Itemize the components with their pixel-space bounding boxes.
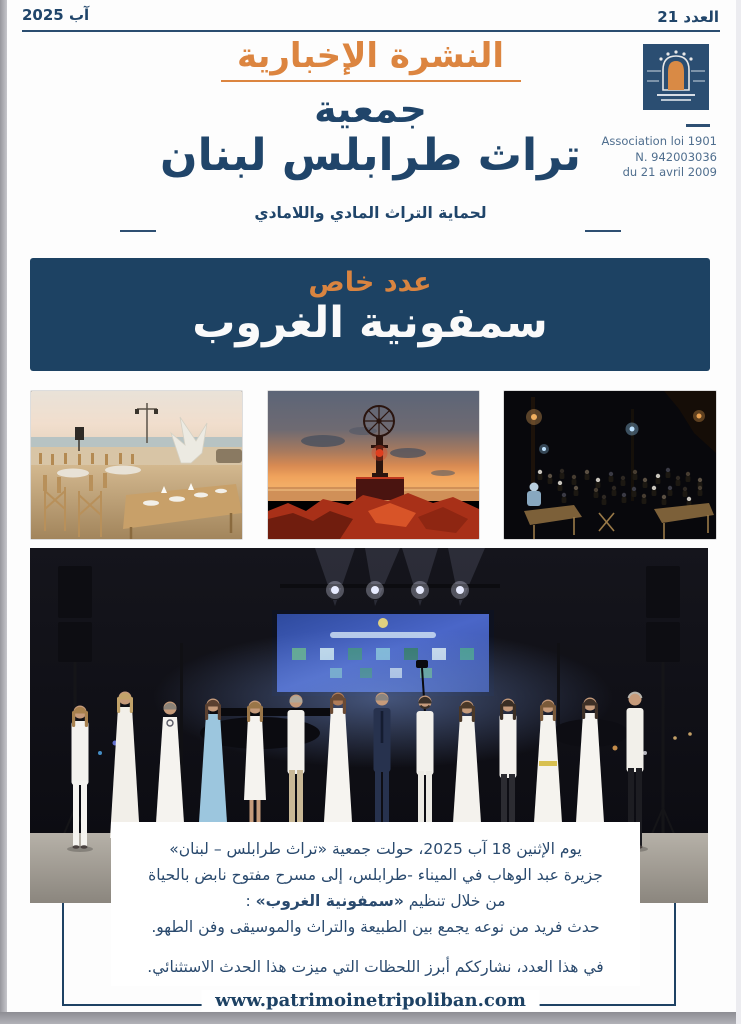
page-edge-bottom (0, 1012, 741, 1024)
org-name-line2: تراث طرابلس لبنان (160, 130, 581, 182)
article-line-1: يوم الإثنين 18 آب 2025، حولت جمعية «تراث طرابلس – لبنان» (169, 840, 582, 858)
issue-date: آب 2025 (22, 6, 90, 24)
special-issue-banner (30, 258, 710, 371)
banner-title: سمفونية الغروب (192, 298, 548, 349)
photo-night-audience (503, 390, 717, 540)
article-line-3-prefix: من خلال تنظيم (403, 892, 506, 911)
org-name-line1: جمعية (314, 86, 427, 131)
article-line-3-suffix: : (245, 892, 256, 911)
association-date: du 21 avril 2009 (622, 165, 717, 179)
association-law: Association loi 1901 (601, 134, 717, 148)
article-closing: في هذا العدد، نشارككم أبرز اللحظات التي ميزت هذا الحدث الاستثنائي. (147, 958, 604, 977)
logo-underline (686, 124, 710, 127)
header-rule (22, 30, 720, 32)
page-edge-right (736, 0, 741, 1024)
masthead (30, 36, 711, 222)
photo-lighthouse-sunset (267, 390, 480, 540)
org-tagline: لحماية التراث المادي واللامادي (254, 204, 487, 223)
newsletter-title: النشرة الإخبارية (236, 36, 505, 76)
article-text (111, 822, 640, 986)
association-logo-icon (643, 44, 709, 110)
association-number: N. 942003036 (635, 149, 717, 164)
title-underline (221, 80, 521, 82)
association-legal-info (602, 134, 717, 181)
banner-kicker: عدد خاص (308, 267, 432, 298)
issue-number: العدد 21 (657, 8, 719, 26)
article-line-3 (117, 888, 634, 914)
page-edge-left (0, 0, 7, 1024)
article-line-4: حدث فريد من نوعه يجمع بين الطبيعة والتراث والموسيقى وفن الطهو. (151, 918, 600, 937)
photo-beach-banquet (30, 390, 243, 540)
article-line-3-event-name: «سمفونية الغروب» (255, 892, 404, 911)
tagline-dash-left (120, 230, 156, 232)
website-link[interactable]: www.patrimoinetripoliban.com (201, 990, 540, 1011)
article-line-2: جزيرة عبد الوهاب في الميناء -طرابلس، إلى مسرح مفتوح نابض بالحياة (148, 866, 603, 885)
tagline-dash-right (585, 230, 621, 232)
